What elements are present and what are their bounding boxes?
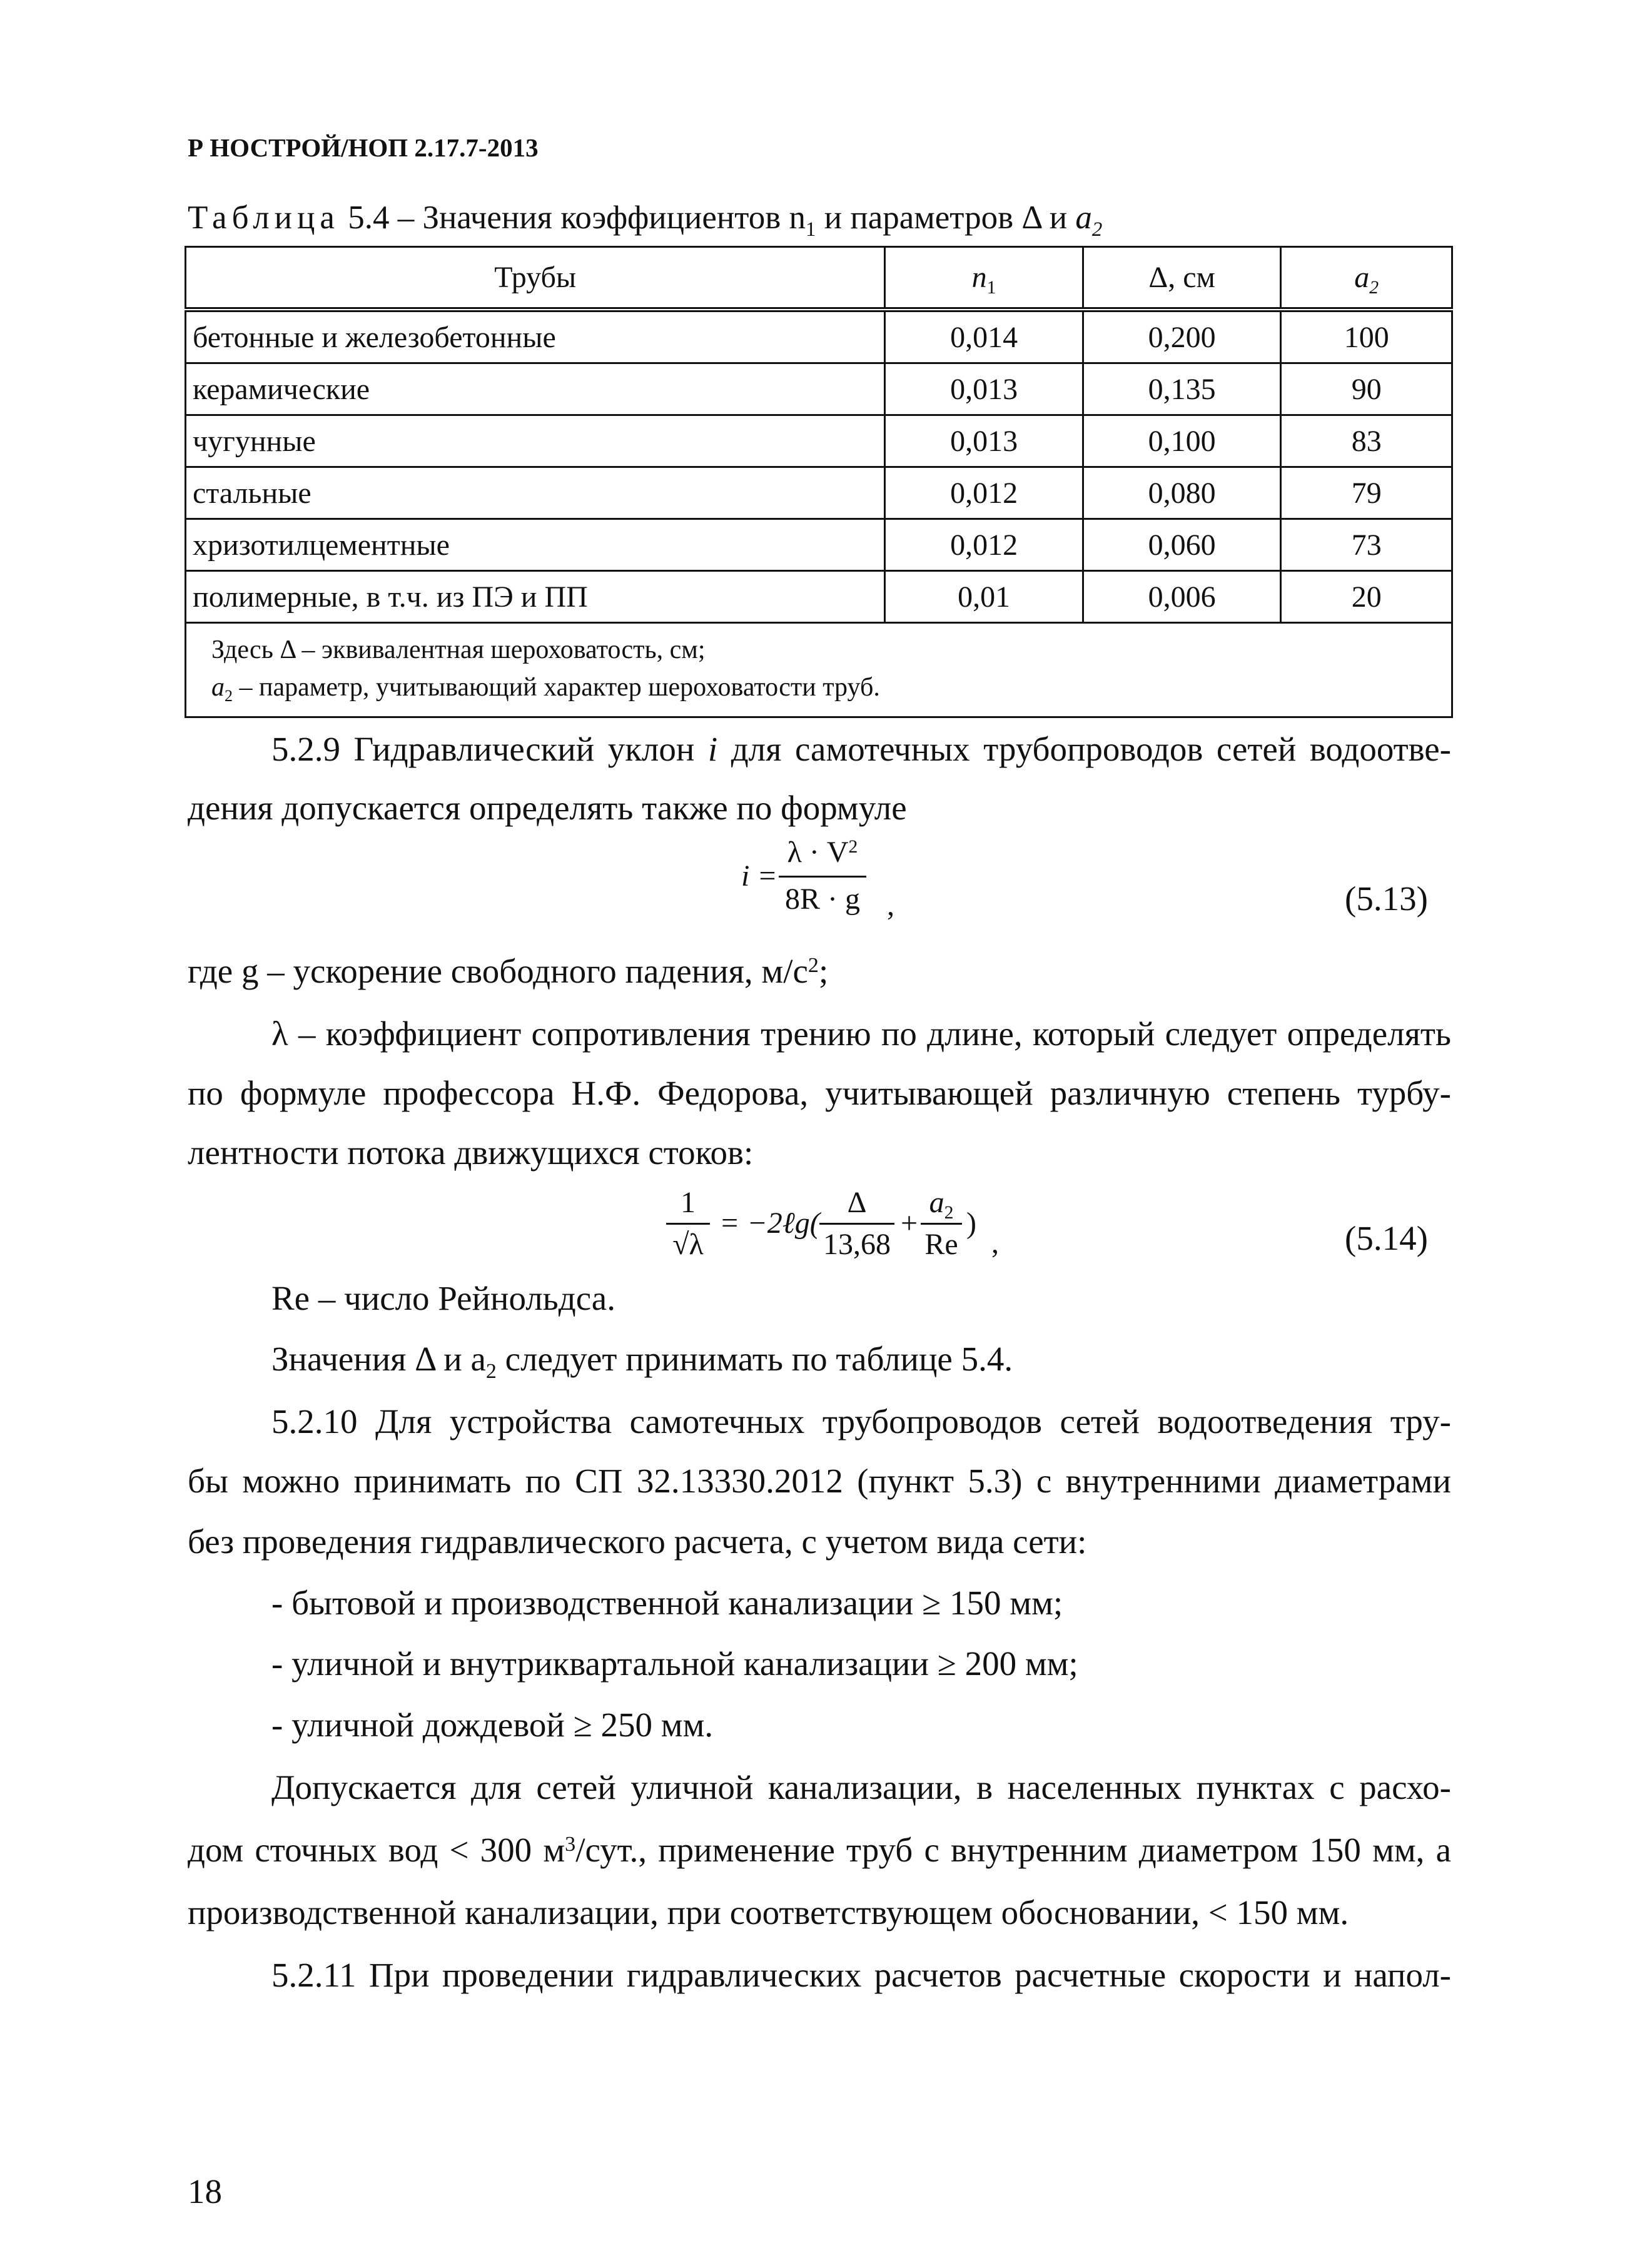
table-caption: Таблица 5.4 – Значения коэффициентов $n_1$ и параметров Δ и $a_2$ bbox=[188, 200, 1103, 241]
fraction-bar bbox=[819, 1223, 894, 1225]
coefficients-table bbox=[185, 246, 1453, 718]
cell-pipe-type: хризотилцементные bbox=[186, 519, 885, 571]
cell-a2: 90 bbox=[1281, 363, 1452, 415]
table-note bbox=[186, 623, 1452, 717]
formula-denominator-1: √λ bbox=[672, 1228, 704, 1261]
cell-a2: 20 bbox=[1281, 571, 1452, 623]
paragraph-5-2-10-line3: без проведения гидравлического расчета, с учетом вида сети: bbox=[188, 1522, 1087, 1561]
document-header: Р НОСТРОЙ/НОП 2.17.7-2013 bbox=[188, 133, 539, 162]
cell-a2: 83 bbox=[1281, 415, 1452, 467]
header-pipes: Трубы bbox=[186, 247, 885, 310]
formula-comma: , bbox=[991, 1227, 999, 1260]
formula-log-part: = −2ℓg( bbox=[719, 1207, 820, 1240]
paragraph-5-2-11: 5.2.11 При проведении гидравлических расчетов расчетные скорости и напол- bbox=[271, 1956, 1451, 1994]
table-note-row bbox=[186, 623, 1452, 717]
paragraph-allowed-line2: дом сточных вод < 300 $м^3$/сут., применение труб с внутренним диаметром 150 мм, а bbox=[188, 1831, 1451, 1869]
cell-pipe-type: стальные bbox=[186, 467, 885, 519]
table-row bbox=[186, 415, 1452, 467]
list-item: - уличной и внутриквартальной канализации ≥ 200 мм; bbox=[271, 1644, 1078, 1683]
formula-denominator-3: Re bbox=[924, 1228, 958, 1261]
table-row bbox=[186, 310, 1452, 363]
cell-pipe-type: чугунные bbox=[186, 415, 885, 467]
paragraph-lambda-line2: по формуле профессора Н.Ф. Федорова, учитывающей различную степень турбу- bbox=[188, 1074, 1451, 1112]
paragraph-5-2-9-line2: дения допускается определять также по формуле bbox=[188, 789, 907, 827]
paragraph-g-definition: где g – ускорение свободного падения, $м/с^2$; bbox=[188, 952, 829, 990]
cell-n1: 0,012 bbox=[885, 519, 1083, 571]
header-a2: $a_2$ bbox=[1281, 247, 1452, 310]
caption-text: 5.4 – Значения коэффициентов n bbox=[339, 200, 806, 236]
formula-numerator-2: Δ bbox=[847, 1186, 867, 1219]
paragraph-reynolds: Re – число Рейнольдса. bbox=[271, 1279, 615, 1317]
cell-n1: 0,01 bbox=[885, 571, 1083, 623]
cell-pipe-type: полимерные, в т.ч. из ПЭ и ПП bbox=[186, 571, 885, 623]
paragraph-5-2-10-line2: бы можно принимать по СП 32.13330.2012 (пункт 5.3) с внутренними диаметрами bbox=[188, 1462, 1451, 1500]
cell-delta: 0,135 bbox=[1083, 363, 1281, 415]
cell-n1: 0,012 bbox=[885, 467, 1083, 519]
fraction-bar bbox=[779, 876, 866, 878]
header-delta: Δ, см bbox=[1083, 247, 1281, 310]
paragraph-5-2-9-line1: 5.2.9 Гидравлический уклон i для самотечных трубопроводов сетей водоотве- bbox=[271, 730, 1451, 768]
caption-mid: и параметров Δ и bbox=[816, 200, 1076, 236]
cell-n1: 0,013 bbox=[885, 363, 1083, 415]
paragraph-lambda-line3: лентности потока движущихся стоков: bbox=[188, 1133, 754, 1172]
cell-a2: 100 bbox=[1281, 310, 1452, 363]
cell-pipe-type: керамические bbox=[186, 363, 885, 415]
cell-delta: 0,080 bbox=[1083, 467, 1281, 519]
caption-prefix: Таблица bbox=[188, 200, 340, 236]
cell-pipe-type: бетонные и железобетонные bbox=[186, 310, 885, 363]
cell-n1: 0,014 bbox=[885, 310, 1083, 363]
formula-numerator-3: $a_2$ bbox=[929, 1186, 954, 1223]
paragraph-allowed-line3: производственной канализации, при соответствующем обосновании, < 150 мм. bbox=[188, 1893, 1349, 1931]
fraction-bar bbox=[666, 1223, 710, 1225]
formula-number-5-13: (5.13) bbox=[1345, 879, 1428, 918]
page-number: 18 bbox=[188, 2172, 222, 2210]
formula-lhs: i = bbox=[741, 859, 777, 893]
cell-n1: 0,013 bbox=[885, 415, 1083, 467]
formula-numerator: $\lambda \cdot V^2$ bbox=[787, 836, 858, 869]
cell-delta: 0,006 bbox=[1083, 571, 1281, 623]
table-row bbox=[186, 363, 1452, 415]
table-header-row bbox=[186, 247, 1452, 310]
list-item: - бытовой и производственной канализации ≥ 150 мм; bbox=[271, 1584, 1063, 1622]
paragraph-5-2-10-line1: 5.2.10 Для устройства самотечных трубопроводов сетей водоотведения тру- bbox=[271, 1402, 1451, 1440]
cell-a2: 79 bbox=[1281, 467, 1452, 519]
paragraph-allowed-line1: Допускается для сетей уличной канализации, в населенных пунктах с расхо- bbox=[271, 1768, 1451, 1806]
formula-comma: , bbox=[887, 889, 894, 922]
cell-delta: 0,060 bbox=[1083, 519, 1281, 571]
formula-close-paren: ) bbox=[966, 1207, 976, 1240]
formula-plus: + bbox=[901, 1207, 918, 1240]
formula-denominator: 8R · g bbox=[785, 883, 860, 916]
table-row bbox=[186, 467, 1452, 519]
list-item: - уличной дождевой ≥ 250 мм. bbox=[271, 1706, 714, 1744]
table-row bbox=[186, 571, 1452, 623]
header-n1: $n_1$ bbox=[885, 247, 1083, 310]
fraction-bar bbox=[921, 1223, 962, 1225]
paragraph-lambda-line1: λ – коэффициент сопротивления трению по длине, который следует определять bbox=[271, 1015, 1451, 1053]
formula-numerator-1: 1 bbox=[681, 1186, 696, 1219]
table-row bbox=[186, 519, 1452, 571]
paragraph-values-reference: Значения Δ и $a_2$ следует принимать по таблице 5.4. bbox=[271, 1340, 1013, 1383]
formula-number-5-14: (5.14) bbox=[1345, 1219, 1428, 1257]
cell-a2: 73 bbox=[1281, 519, 1452, 571]
cell-delta: 0,200 bbox=[1083, 310, 1281, 363]
cell-delta: 0,100 bbox=[1083, 415, 1281, 467]
formula-denominator-2: 13,68 bbox=[823, 1228, 891, 1261]
note-line-a2: $a_2$ – параметр, учитывающий характер шероховатости труб. bbox=[211, 672, 880, 705]
note-line-delta: Здесь Δ – эквивалентная шероховатость, см; bbox=[211, 635, 706, 664]
